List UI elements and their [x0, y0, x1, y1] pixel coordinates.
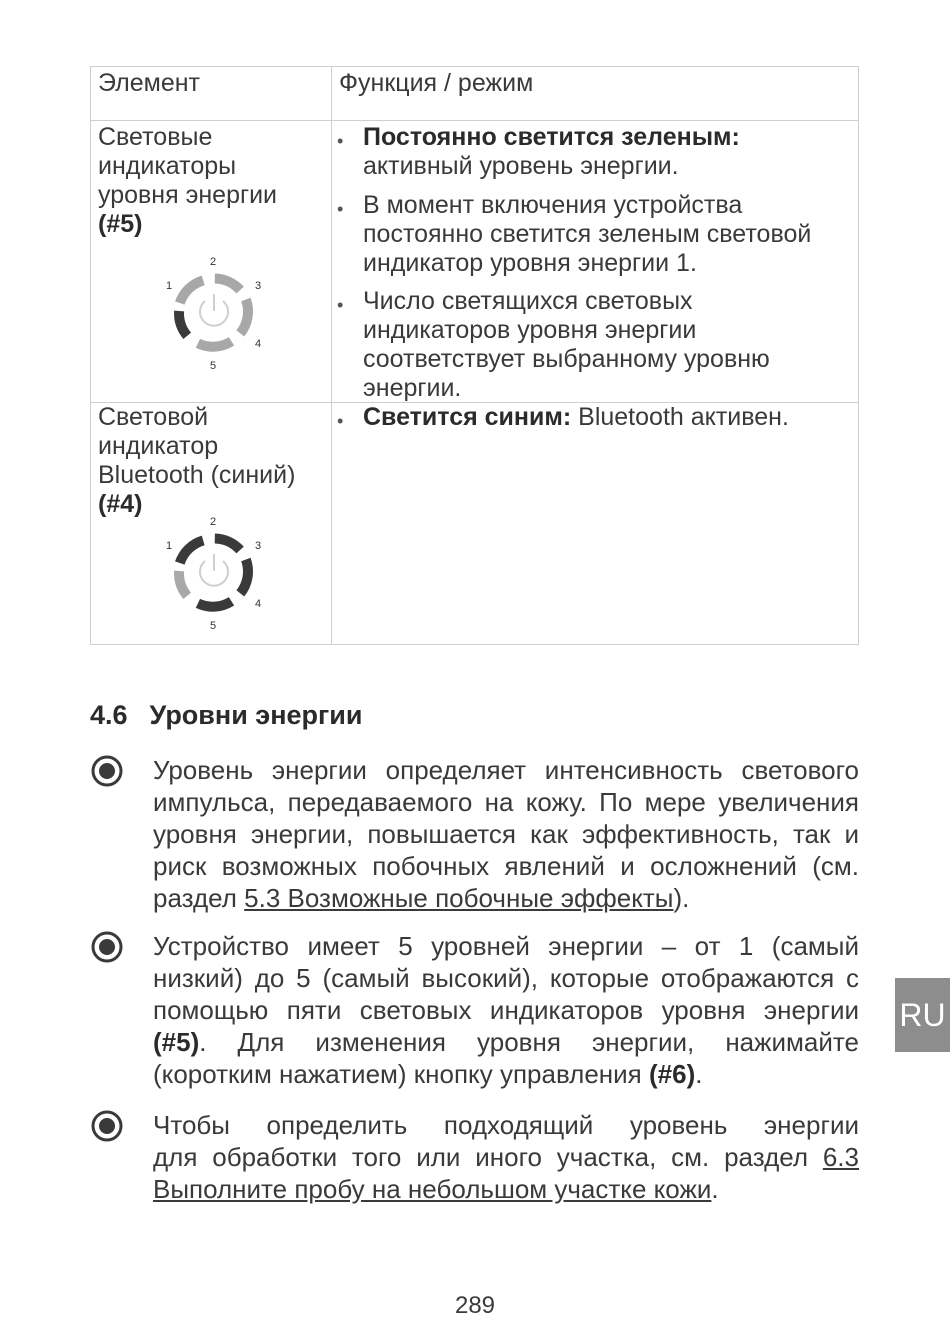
paragraph-3 [153, 1109, 859, 1205]
indicator-number: 1 [166, 540, 173, 552]
indicator-number: 4 [255, 338, 262, 350]
side-effects-link[interactable]: 5.3 Возможные побочные эффекты [244, 883, 674, 913]
section-title: Уровни энергии [149, 700, 363, 730]
row1-element-ref: (#5) [98, 210, 143, 238]
row1-bullet-2 [363, 191, 811, 278]
paragraph-bold-ref: (#5) [153, 1027, 200, 1057]
note-bullet-icon [90, 754, 124, 788]
row1-bullet-3-line: энергии. [363, 374, 462, 402]
row2-bullet-1-text: Bluetooth активен. [571, 403, 789, 431]
note-bullet-icon [90, 930, 124, 964]
bluetooth-indicator-diagram [149, 507, 279, 637]
section-number: 4.6 [90, 700, 128, 730]
paragraph-line [153, 1058, 859, 1090]
paragraph-text: для обработки того или иного участка, см. раздел [153, 1142, 823, 1172]
energy-level-indicator-diagram [149, 247, 279, 377]
paragraph-line: импульса, передаваемого на кожу. По мере увеличения [153, 787, 859, 817]
paragraph-line [153, 1026, 859, 1058]
paragraph-text: . [695, 1059, 703, 1089]
bullet-dot: • [337, 411, 344, 431]
paragraph-text: раздел [153, 883, 245, 913]
row1-element-line: индикаторы [98, 152, 237, 180]
function-table [90, 66, 859, 645]
row1-bullet-3-line: Число светящихся световых [363, 287, 693, 315]
row2-element-ref: (#4) [98, 490, 143, 518]
note-bullet-icon [90, 1109, 124, 1143]
row1-bullet-2-line: В момент включения устройства [363, 191, 743, 219]
row1-bullet-3-line: соответствует выбранному уровню [363, 345, 770, 373]
table-column-divider [331, 67, 332, 644]
table-header-function: Функция / режим [339, 69, 534, 97]
row1-bullet-2-line: индикатор уровня энергии 1. [363, 249, 697, 277]
paragraph-line: низкий) до 5 (самый высокий), которые отображаются с [153, 963, 859, 993]
paragraph-line: Уровень энергии определяет интенсивность светового [153, 755, 859, 785]
section-heading [90, 700, 362, 731]
indicator-number: 2 [210, 516, 217, 528]
row1-bullet-2-line: постоянно светится зеленым световой [363, 220, 812, 248]
indicator-segment-4 [198, 341, 232, 346]
indicator-number: 3 [255, 540, 262, 552]
paragraph-text: . [711, 1174, 719, 1204]
power-icon [200, 294, 228, 326]
indicator-segment-3 [240, 300, 248, 334]
paragraph-text: . Для изменения уровня энергии, нажимайте [199, 1027, 859, 1057]
power-icon [200, 554, 228, 586]
indicator-segment-2 [215, 539, 240, 551]
row1-bullet-1 [363, 123, 740, 181]
paragraph-bold-ref: (#6) [648, 1059, 696, 1089]
row1-bullet-3-line: индикаторов уровня энергии [363, 316, 697, 344]
test-patch-link[interactable]: Выполните пробу на небольшом участке кожи [153, 1174, 712, 1204]
paragraph-line [153, 1141, 859, 1173]
row1-element-label [98, 123, 277, 239]
row1-element-line: уровня энергии [98, 181, 278, 209]
row1-bullet-1-bold: Постоянно светится зеленым: [363, 123, 740, 151]
table-header-element: Элемент [98, 69, 200, 97]
paragraph-line: уровня энергии, повышается как эффективность, так и [153, 819, 859, 849]
paragraph-line: помощью пяти световых индикаторов уровня энергии [153, 995, 859, 1025]
indicator-segment-4 [198, 601, 232, 606]
row2-element-label [98, 403, 295, 519]
page-number: 289 [454, 1292, 496, 1319]
bullet-dot: • [337, 199, 344, 219]
row2-bullet-1 [363, 403, 789, 432]
row2-element-line: Bluetooth (синий) [98, 461, 296, 489]
paragraph-2 [153, 930, 859, 1090]
paragraph-1 [153, 754, 859, 914]
indicator-number: 5 [210, 620, 217, 632]
paragraph-text: ). [673, 883, 690, 913]
row1-bullet-1-line: активный уровень энергии. [363, 152, 679, 180]
indicator-segment-3 [240, 560, 248, 594]
paragraph-text: (коротким нажатием) кнопку управления [153, 1059, 649, 1089]
paragraph-line: Устройство имеет 5 уровней энергии – от 1 (самый [153, 931, 859, 961]
row1-element-line: Световые [98, 123, 213, 151]
paragraph-line: риск возможных побочных явлений и осложнений (см. [153, 851, 859, 881]
language-tab: RU [895, 978, 950, 1052]
row2-element-line: Световой [98, 403, 209, 431]
paragraph-line: Чтобы определить подходящий уровень энергии [153, 1110, 859, 1140]
indicator-number: 3 [255, 280, 262, 292]
indicator-segment-5 [179, 311, 187, 336]
row2-bullet-1-bold: Светится синим: [363, 403, 572, 431]
indicator-segment-1 [180, 280, 203, 303]
indicator-number: 4 [255, 598, 262, 610]
indicator-number: 2 [210, 256, 217, 268]
indicator-segment-1 [180, 540, 203, 563]
bullet-dot: • [337, 131, 344, 151]
paragraph-line [153, 882, 859, 914]
indicator-number: 1 [166, 280, 173, 292]
row1-bullet-3 [363, 287, 770, 403]
table-header-divider [91, 120, 858, 121]
indicator-number: 5 [210, 360, 217, 372]
row2-element-line: индикатор [98, 432, 219, 460]
indicator-segment-5 [179, 571, 187, 596]
paragraph-line [153, 1173, 859, 1205]
test-patch-link[interactable]: 6.3 [822, 1142, 859, 1172]
indicator-segment-2 [215, 279, 240, 291]
bullet-dot: • [337, 295, 344, 315]
